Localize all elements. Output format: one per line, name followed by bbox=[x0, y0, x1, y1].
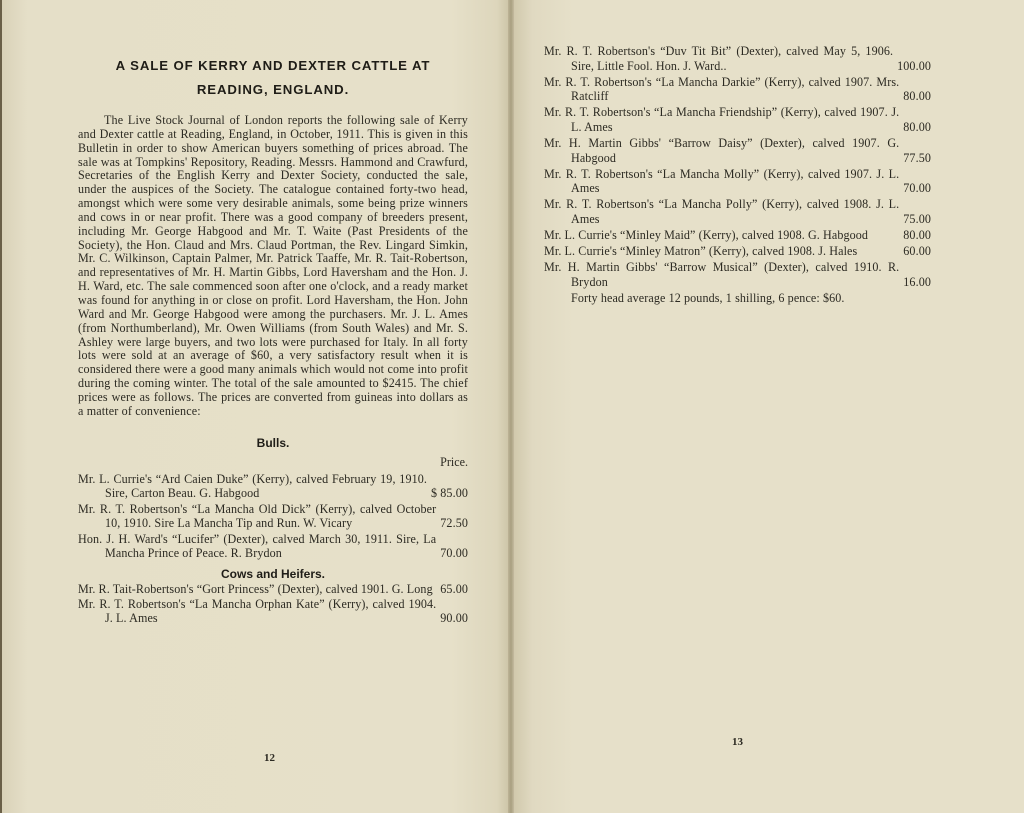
sale-entry-price: 80.00 bbox=[903, 119, 931, 134]
title-line-1: A SALE OF KERRY AND DEXTER CATTLE AT bbox=[115, 58, 431, 73]
bulls-heading: Bulls. bbox=[256, 435, 290, 450]
page-number: 12 bbox=[264, 752, 275, 764]
cows-heifers-heading: Cows and Heifers. bbox=[220, 566, 326, 581]
price-column-heading: Price. bbox=[440, 454, 468, 469]
sale-entry bbox=[78, 597, 468, 625]
sale-entry-text: Hon. J. H. Ward's “Lucifer” (Dexter), calved March 30, 1911. Sire, La Mancha Prince of Peace. R. Brydon bbox=[78, 531, 437, 560]
article-title bbox=[78, 54, 468, 102]
sale-entry-text: Mr. L. Currie's “Minley Matron” (Kerry), calved 1908. J. Hales bbox=[544, 244, 858, 259]
sale-entry-text: Mr. H. Martin Gibbs' “Barrow Musical” (Dexter), calved 1910. R. Brydon bbox=[544, 260, 900, 289]
sale-entry-price: 75.00 bbox=[903, 212, 931, 227]
sale-entry bbox=[544, 260, 931, 289]
right-page bbox=[512, 0, 1024, 813]
title-line-2: READING, ENGLAND. bbox=[196, 82, 350, 97]
sale-entry-text: Mr. R. T. Robertson's “La Mancha Molly” (Kerry), calved 1907. J. L. Ames bbox=[544, 166, 900, 196]
right-column bbox=[544, 44, 931, 306]
sale-entry-text: Mr. L. Currie's “Minley Maid” (Kerry), calved 1908. G. Habgood bbox=[544, 228, 869, 243]
left-column bbox=[78, 54, 468, 627]
page-number: 13 bbox=[732, 736, 743, 748]
sale-entry-text: Mr. R. Tait-Robertson's “Gort Princess” (Dexter), calved 1901. G. Long bbox=[78, 581, 433, 596]
average-line: Forty head average 12 pounds, 1 shilling, 6 pence: $60. bbox=[571, 291, 845, 305]
sale-entry-price: 60.00 bbox=[903, 244, 931, 259]
sale-entry-price: 16.00 bbox=[903, 274, 931, 289]
sale-entry bbox=[78, 472, 468, 500]
sale-entry bbox=[544, 75, 931, 104]
sale-entry-text: Mr. R. T. Robertson's “La Mancha Orphan Kate” (Kerry), calved 1904. J. L. Ames bbox=[78, 597, 437, 626]
sale-entry-price: 72.50 bbox=[440, 516, 468, 531]
sale-entry bbox=[544, 244, 931, 259]
sale-entry bbox=[544, 228, 931, 243]
sale-entry bbox=[544, 167, 931, 196]
sale-entry bbox=[544, 197, 931, 226]
intro-paragraph: The Live Stock Journal of London reports the following sale of Kerry and Dexter cattle at Reading, England, in October, 1911. This is given in this Bulletin in order to show American buyers something of prices abroad. The sale was at Tompkins' Repository, Reading. Messrs. Hammond and Crawfurd, Secretaries of the English Kerry and Dexter Society, conducted the sale, under the auspices of the Society. The catalogue contained forty-two head, amongst which were some very desirable animals, some being prize winners and cows in or near profit. There was a good company of breeders present, including Mr. George Habgood and Mr. T. Waite (Past Presidents of the Society), the Hon. Claud and Mrs. Claud Portman, the Rev. Lingard Simkin, Mr. C. Wilkinson, Captain Palmer, Mr. Patrick Taaffe, Mr. R. Tait-Robertson, and representatives of Mr. H. Martin Gibbs, Lord Haversham and the Hon. J. H. Ward, etc. The sale commenced soon after one o'clock, and a ready market was found for anything in or close on profit. Lord Haversham, the Hon. John Ward and Mr. George Habgood were among the purchasers. Mr. J. L. Ames (from Northumberland), Mr. Owen Williams (from South Wales) and Mr. S. Ashley were large buyers, and two lots were purchased for Italy. In all forty lots were sold at an average of $60, a very satisfactory result when it is considered there were a good many animals which would not come into profit during the coming winter. The total of the sale amounted to $2415. The chief prices were as follows. The prices are converted from guineas into dollars as a matter of convenience: bbox=[78, 113, 468, 418]
book-gutter bbox=[508, 0, 514, 813]
sale-entry-text: Mr. R. T. Robertson's “Duv Tit Bit” (Dexter), calved May 5, 1906. Sire, Little Fool. Hon. J. Ward.. bbox=[544, 44, 894, 73]
sale-entry-price: 90.00 bbox=[440, 611, 468, 626]
sales-continued-list bbox=[544, 44, 931, 290]
sale-entry bbox=[544, 44, 931, 73]
sale-entry-price: 100.00 bbox=[897, 58, 931, 73]
sale-entry bbox=[544, 136, 931, 165]
sale-entry-text: Mr. R. T. Robertson's “La Mancha Friendship” (Kerry), calved 1907. J. L. Ames bbox=[544, 105, 900, 134]
sale-entry-price: 65.00 bbox=[440, 581, 468, 596]
sale-entry bbox=[544, 105, 931, 134]
sale-entry-price: $ 85.00 bbox=[431, 486, 468, 501]
sale-entry-text: Mr. R. T. Robertson's “La Mancha Old Dick” (Kerry), calved October 10, 1910. Sire La Mancha Tip and Run. W. Vicary bbox=[78, 501, 437, 531]
sale-entry bbox=[78, 502, 468, 530]
sale-entry-price: 70.00 bbox=[903, 181, 931, 196]
sale-entry-price: 80.00 bbox=[903, 89, 931, 104]
sale-entry bbox=[78, 582, 468, 596]
sale-entry bbox=[78, 532, 468, 560]
sale-entry-text: Mr. L. Currie's “Ard Caien Duke” (Kerry), calved February 19, 1910. Sire, Carton Beau. G. Habgood bbox=[78, 472, 428, 501]
bulls-list bbox=[78, 472, 468, 559]
sale-entry-text: Mr. H. Martin Gibbs' “Barrow Daisy” (Dexter), calved 1907. G. Habgood bbox=[544, 136, 900, 165]
cows-list bbox=[78, 582, 468, 626]
sale-entry-price: 70.00 bbox=[440, 545, 468, 560]
sale-entry-price: 80.00 bbox=[903, 228, 931, 243]
sale-entry-price: 77.50 bbox=[903, 150, 931, 165]
sale-entry-text: Mr. R. T. Robertson's “La Mancha Darkie” (Kerry), calved 1907. Mrs. Ratcliff bbox=[544, 74, 900, 104]
sale-entry-text: Mr. R. T. Robertson's “La Mancha Polly” (Kerry), calved 1908. J. L. Ames bbox=[544, 197, 900, 227]
